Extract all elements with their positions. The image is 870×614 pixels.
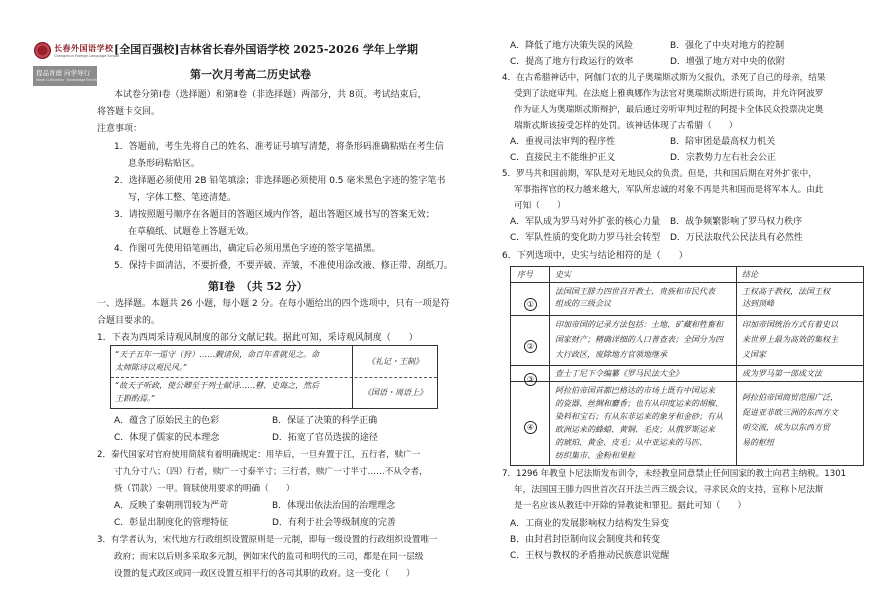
q6-fact-text: 的瓷器、丝绸和麝香；也有从印度运来的胡椒、 <box>555 399 723 408</box>
q2-option-c[interactable]: C．彰显出制度化的管理特征 <box>114 518 229 528</box>
note-line: 在草稿纸、试题卷上答题无效。 <box>128 227 255 237</box>
note-line: 3．请按照题号顺序在各题目的答题区域内作答，超出答题区域书写的答案无效； <box>114 210 435 220</box>
q6-conclusion-text: 王权高于教权，法国王权 <box>742 287 830 296</box>
q6-fact-text: 国家财产；精确详细的人口普查表；全国分为四 <box>555 335 723 344</box>
q6-conclusion-text: 义国家 <box>742 350 766 359</box>
section1-desc: 合题目要求的。 <box>97 316 161 326</box>
section1-desc: 一、选择题。本题共 26 小题，每小题 2 分。在每小题给出的四个选项中，只有一项是符 <box>97 299 450 309</box>
logo-text-cn: 长春外国语学校 <box>54 43 114 53</box>
q6-table <box>510 266 864 466</box>
q2-option-a[interactable]: A．反映了秦朝刑罚较为严苛 <box>114 501 229 511</box>
q6-fact-text: 纺织集市、金粉和果粒 <box>555 451 635 460</box>
q1-quote-text: “天子五年一巡守（狩）……觐诸侯，命百年者就见之。命 <box>115 350 320 359</box>
q1-option-a[interactable]: A．蕴含了原始民主的色彩 <box>114 416 220 426</box>
q5-option-d[interactable]: D．万民法取代公民法具有必然性 <box>670 233 803 243</box>
q5-option-a[interactable]: A．军队成为罗马对外扩张的核心力量 <box>510 217 661 227</box>
school-emblem-icon <box>34 42 51 59</box>
q5-stem: 可知（ ） <box>514 201 566 211</box>
q7-option-b[interactable]: B．由封君封臣制向议会制度共和转变 <box>510 535 661 545</box>
note-line: 息条形码粘贴区。 <box>128 159 201 169</box>
q1-option-b[interactable]: B．保证了决策的科学正确 <box>272 416 378 426</box>
q4-stem: 受到了法庭审判。在法庭上雅典娜作为法官对奥瑞斯忒斯进行质询，并允许阿波罗 <box>514 89 824 99</box>
q1-quote-table <box>110 345 438 409</box>
q4-option-b[interactable]: B．陪审团是最高权力机关 <box>670 137 776 147</box>
q1-quote-text: “故天子听政，使公卿至于列士献诗……瞽、史诲之，然后 <box>115 381 320 390</box>
logo-motto-cn: 提品育德 向学导行 <box>36 69 91 77</box>
q7-stem: 是一名应该从教廷中开除的异教徒和罪犯。据此可知（ ） <box>514 501 747 511</box>
q6-stem: 6．下列选项中，史实与结论相符的是（ ） <box>502 251 688 261</box>
q6-fact-text: 组成的三级会议 <box>555 299 611 308</box>
q1-option-c[interactable]: C．体现了儒家的民本理念 <box>114 433 220 443</box>
q6-fact-text: 欧洲运来的蜂蜡、黄铜、毛皮；从俄罗斯运来 <box>555 425 715 434</box>
q2-stem: 2．秦代国家对官府使用简牍有着明确规定：用毕后，一旦弃置于江，五行者，赎广一 <box>97 450 421 460</box>
q5-option-b[interactable]: B．战争频繁影响了罗马权力秩序 <box>670 217 803 227</box>
q5-option-c[interactable]: C．军队性质的变化助力罗马社会转型 <box>510 233 661 243</box>
q6-conclusion-text: 达到顶峰 <box>742 299 774 308</box>
note-line: 2．选择题必须使用 2B 铅笔填涂；非选择题必须使用 0.5 毫米黑色字迹的签字笔书 <box>114 176 446 186</box>
q5-stem: 军事指挥官的权力越来越大，军队所忠诚的对象不再是共和国而是将军本人。由此 <box>514 185 824 195</box>
note-line: 写，字体工整、笔迹清楚。 <box>128 193 237 203</box>
q6-fact-text: 的琥珀、黄金、皮毛；从中亚运来的马匹、 <box>555 438 707 447</box>
q4-option-d[interactable]: D．宗教势力左右社会公正 <box>670 153 776 163</box>
q6-header-fact: 史实 <box>555 270 571 279</box>
q1-quote-source: 《礼记・王制》 <box>367 357 423 366</box>
q2-option-d[interactable]: D．有利于社会等级制度的完善 <box>272 518 396 528</box>
q4-option-c[interactable]: C．直接民主不能维护正义 <box>510 153 616 163</box>
q6-row-number: ③ <box>524 367 537 386</box>
q3-stem: 政府；而宋以后则多采取多元制，例如宋代的监司和明代的三司，都是在同一层级 <box>114 552 424 562</box>
q3-option-d[interactable]: D．增强了地方对中央的依附 <box>670 57 785 67</box>
q6-fact-text: 大行政区，废除地方官领地继承 <box>555 350 667 359</box>
logo-motto-en: Moral Cultivation · Knowledge Enrichment <box>36 78 106 82</box>
q1-quote-source: 《国语・周语上》 <box>363 388 427 397</box>
q6-conclusion-text: 来世界上最为高效的集权主 <box>742 335 838 344</box>
q3-stem: 设置的复式政区或同一政区设置互相平行的各司其职的政府。这一变化（ ） <box>114 569 415 579</box>
q6-fact-text: 印加帝国的记录方法包括：土地、矿藏和牲畜和 <box>555 320 723 329</box>
q3-option-c[interactable]: C．提高了地方行政运行的效率 <box>510 57 634 67</box>
note-line: 1．答题前，考生先将自己的姓名、准考证号填写清楚，将条形码准确粘贴在考生信 <box>114 142 444 152</box>
school-logo <box>33 40 120 86</box>
q4-option-a[interactable]: A．重视司法审判的程序性 <box>510 137 616 147</box>
q6-row-number: ① <box>524 292 537 311</box>
q6-conclusion-text: 阿拉伯帝国商贸范围广泛， <box>742 393 838 402</box>
q5-stem: 5．罗马共和国前期，军队是对无地民众的负责。但是，共和国后期在对外扩张中， <box>502 169 817 179</box>
q3-stem: 3．有学者认为，宋代地方行政组织设置原则是一元制，即每一级设置的行政组织设置唯一 <box>97 535 438 545</box>
q7-option-a[interactable]: A．工商业的发展影响权力结构发生异变 <box>510 519 670 529</box>
notice-heading: 注意事项： <box>97 124 143 134</box>
q1-option-d[interactable]: D．拓宽了官员选拔的途径 <box>272 433 378 443</box>
q7-stem: 年，法国国王腓力四世首次召开法兰西三级会议，寻求民众的支持，宣称卜尼法斯 <box>514 485 824 495</box>
q6-conclusion-text: 明交流，成为以东西方贸 <box>742 423 830 432</box>
q4-stem: 瑞斯忒斯该接受怎样的处罚。该神话体现了古希腊（ ） <box>514 121 738 131</box>
q6-row-number: ④ <box>524 415 537 434</box>
q1-quote-text: 太师陈诗以观民风。” <box>115 363 188 372</box>
intro-line1: 本试卷分第Ⅰ卷（选择题）和第Ⅱ卷（非选择题）两部分，共 8页。考试结束后， <box>114 90 427 100</box>
q4-stem: 4．在古希腊神话中，阿伽门农的儿子奥瑞斯忒斯为父报仇，杀死了自己的母亲，结果 <box>502 73 826 83</box>
q6-conclusion-text: 促进亚非欧三洲的东西方文 <box>742 408 838 417</box>
q6-fact-text: 染料和宝石；有从东非运来的象牙和金砂；有从 <box>555 412 723 421</box>
q4-stem: 作为证人为奥瑞斯忒斯辩护，最后通过旁听审判过程的阿提卡全体民众投票决定奥 <box>514 105 824 115</box>
q7-option-c[interactable]: C．王权与教权的矛盾推动民族意识觉醒 <box>510 551 670 561</box>
q6-fact-text: 查士丁尼下令编纂《罗马民法大全》 <box>555 369 683 378</box>
q2-option-b[interactable]: B．体现出依法治国的治理理念 <box>272 501 396 511</box>
q6-conclusion-text: 易的枢纽 <box>742 438 774 447</box>
q3-option-a[interactable]: A．降低了地方决策失误的风险 <box>510 41 634 51</box>
exam-title-line1: [全国百强校]吉林省长春外国语学校 2025-2026 学年上学期 <box>114 43 418 56</box>
q1-stem: 1．下表为西周采诗观风制度的部分文献记载。据此可知，采诗观风制度（ ） <box>97 333 418 343</box>
section1-title: 第Ⅰ卷 （共 52 分） <box>208 280 308 293</box>
q2-stem: 寸九分寸八；（四）行者，赎广一寸泰半寸；三行者，赎广一寸半寸……不从令者， <box>114 467 428 477</box>
logo-text-en: Changchun Foreign Language School <box>54 54 120 58</box>
note-line: 4．作图可先使用铅笔画出，确定后必须用黑色字迹的签字笔描黑。 <box>114 244 381 254</box>
q6-fact-text: 法国国王腓力四世召开教士、贵族和市民代表 <box>555 287 715 296</box>
q7-stem: 7．1296 年教皇卜尼法斯发布训令，未经教皇同意禁止任何国家的教士向君主纳税。1301 <box>502 469 847 479</box>
q3-option-b[interactable]: B．强化了中央对地方的控制 <box>670 41 785 51</box>
q6-fact-text: 阿拉伯帝国首都巴格达的市场上既有中国运来 <box>555 386 715 395</box>
note-line: 5．保持卡面清洁，不要折叠，不要弄破、弄皱，不准使用涂改液、修正带、刮纸刀。 <box>114 261 453 271</box>
intro-line2: 将答题卡交回。 <box>97 107 161 117</box>
q6-header-conclusion: 结论 <box>742 270 758 279</box>
q6-row-number: ② <box>524 334 537 353</box>
q6-header-no: 序号 <box>517 270 533 279</box>
q6-conclusion-text: 成为罗马第一部成文法 <box>742 369 822 378</box>
exam-title-line2: 第一次月考高二历史试卷 <box>190 68 311 81</box>
q2-stem: 赀（罚款）一甲。简牍使用要求的明确（ ） <box>114 484 295 494</box>
q1-quote-text: 王斟酌焉。” <box>115 394 156 403</box>
q6-conclusion-text: 印加帝国统治方式有着史以 <box>742 320 838 329</box>
